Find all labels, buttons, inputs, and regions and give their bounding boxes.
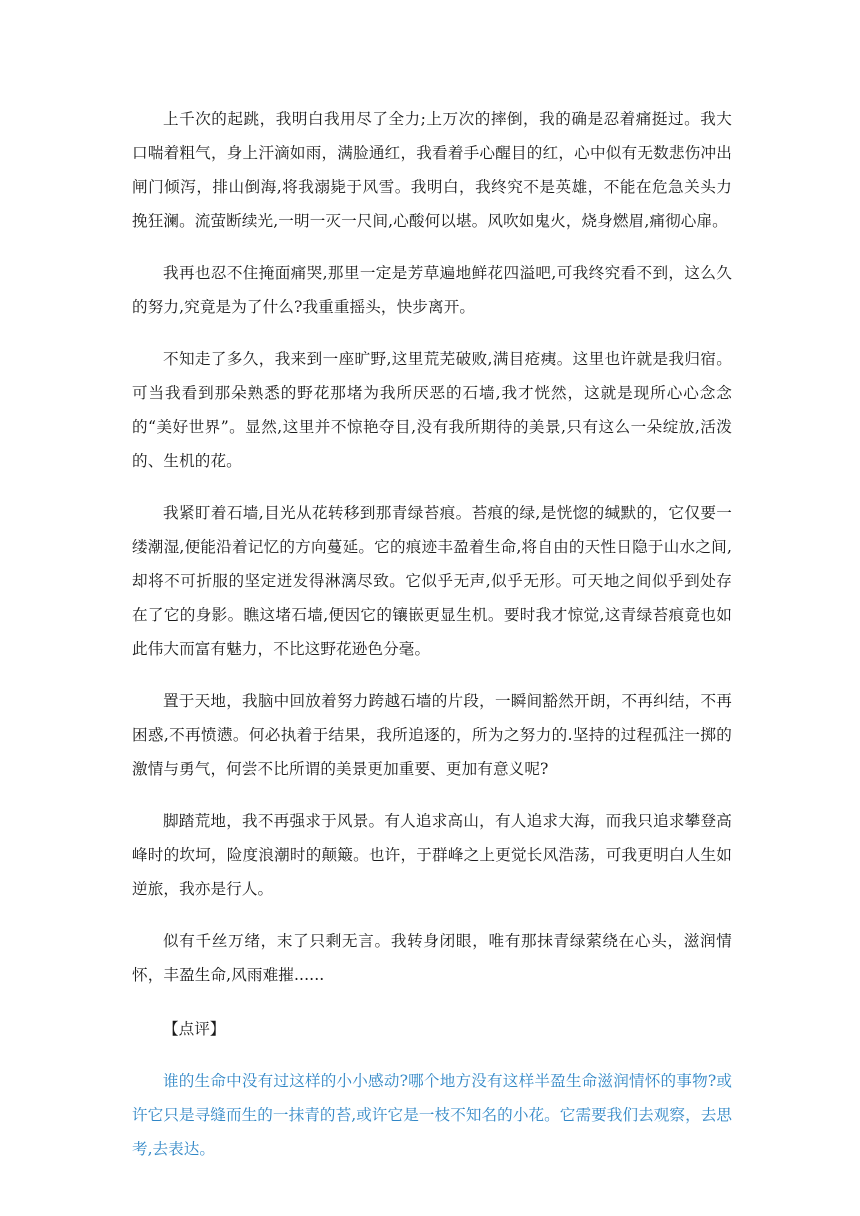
paragraph-5: 置于天地，我脑中回放着努力跨越石墙的片段，一瞬间豁然开朗，不再纠结，不再困惑,不再愤懑。何必执着于结果，我所追逐的，所为之努力的.坚持的过程孤注一掷的激情与勇气，何尝不比所谓的美景更加重要、更加有意义呢? — [132, 692, 732, 778]
comment-text: 谁的生命中没有过这样的小小感动?哪个地方没有这样半盈生命滋润情怀的事物?或许它只是寻缝而生的一抹青的苔,或许它是一枝不知名的小花。它需要我们去观察，去思考,去表达。 — [132, 1072, 732, 1158]
paragraph-4: 我紧盯着石墙,目光从花转移到那青绿苔痕。苔痕的绿,是恍惚的缄默的，它仅要一缕潮湿,便能沿着记忆的方向蔓延。它的痕迹丰盈着生命,将自由的天性日隐于山水之间,却将不可折服的坚定迸发得淋漓尽致。它似乎无声,似乎无形。可天地之间似乎到处存在了它的身影。瞧这堵石墙,便因它的镶嵌更显生机。要时我才惊觉,这青绿苔痕竟也如此伟大而富有魅力，不比这野花逊色分毫。 — [132, 504, 732, 658]
paragraph-7: 似有千丝万绪，末了只剩无言。我转身闭眼，唯有那抹青绿萦绕在心头，滋润情怀，丰盈生命,风雨难摧...... — [132, 932, 732, 984]
paragraph-6: 脚踏荒地，我不再强求于风景。有人追求高山，有人追求大海，而我只追求攀登高峰时的坎坷，险度浪潮时的颠簸。也许，于群峰之上更觉长风浩荡，可我更明白人生如逆旅，我亦是行人。 — [132, 812, 732, 898]
paragraph-2: 我再也忍不住掩面痛哭,那里一定是芳草遍地鲜花四溢吧,可我终究看不到，这么久的努力,究竟是为了什么?我重重摇头，快步离开。 — [132, 264, 732, 316]
comment-heading: 【点评】 — [163, 1020, 226, 1038]
paragraph-1: 上千次的起跳，我明白我用尽了全力;上万次的摔倒，我的确是忍着痛挺过。我大口喘着粗气，身上汗滴如雨，满脸通红，我看着手心醒目的红，心中似有无数悲伤冲出闸门倾泻，排山倒海,将我溺毙于风雪。我明白，我终究不是英雄，不能在危急关头力挽狂澜。流萤断续光,一明一灭一尺间,心酸何以堪。风吹如鬼火，烧身燃眉,痛彻心扉。 — [132, 110, 732, 230]
paragraph-3: 不知走了多久，我来到一座旷野,这里荒芜破败,满目疮痍。这里也许就是我归宿。可当我看到那朵熟悉的野花那堵为我所厌恶的石墙,我才恍然，这就是现所心心念念的“美好世界”。显然,这里并不惊艳夺目,没有我所期待的美景,只有这么一朵绽放,活泼的、生机的花。 — [132, 350, 732, 470]
article-body — [132, 102, 732, 1166]
